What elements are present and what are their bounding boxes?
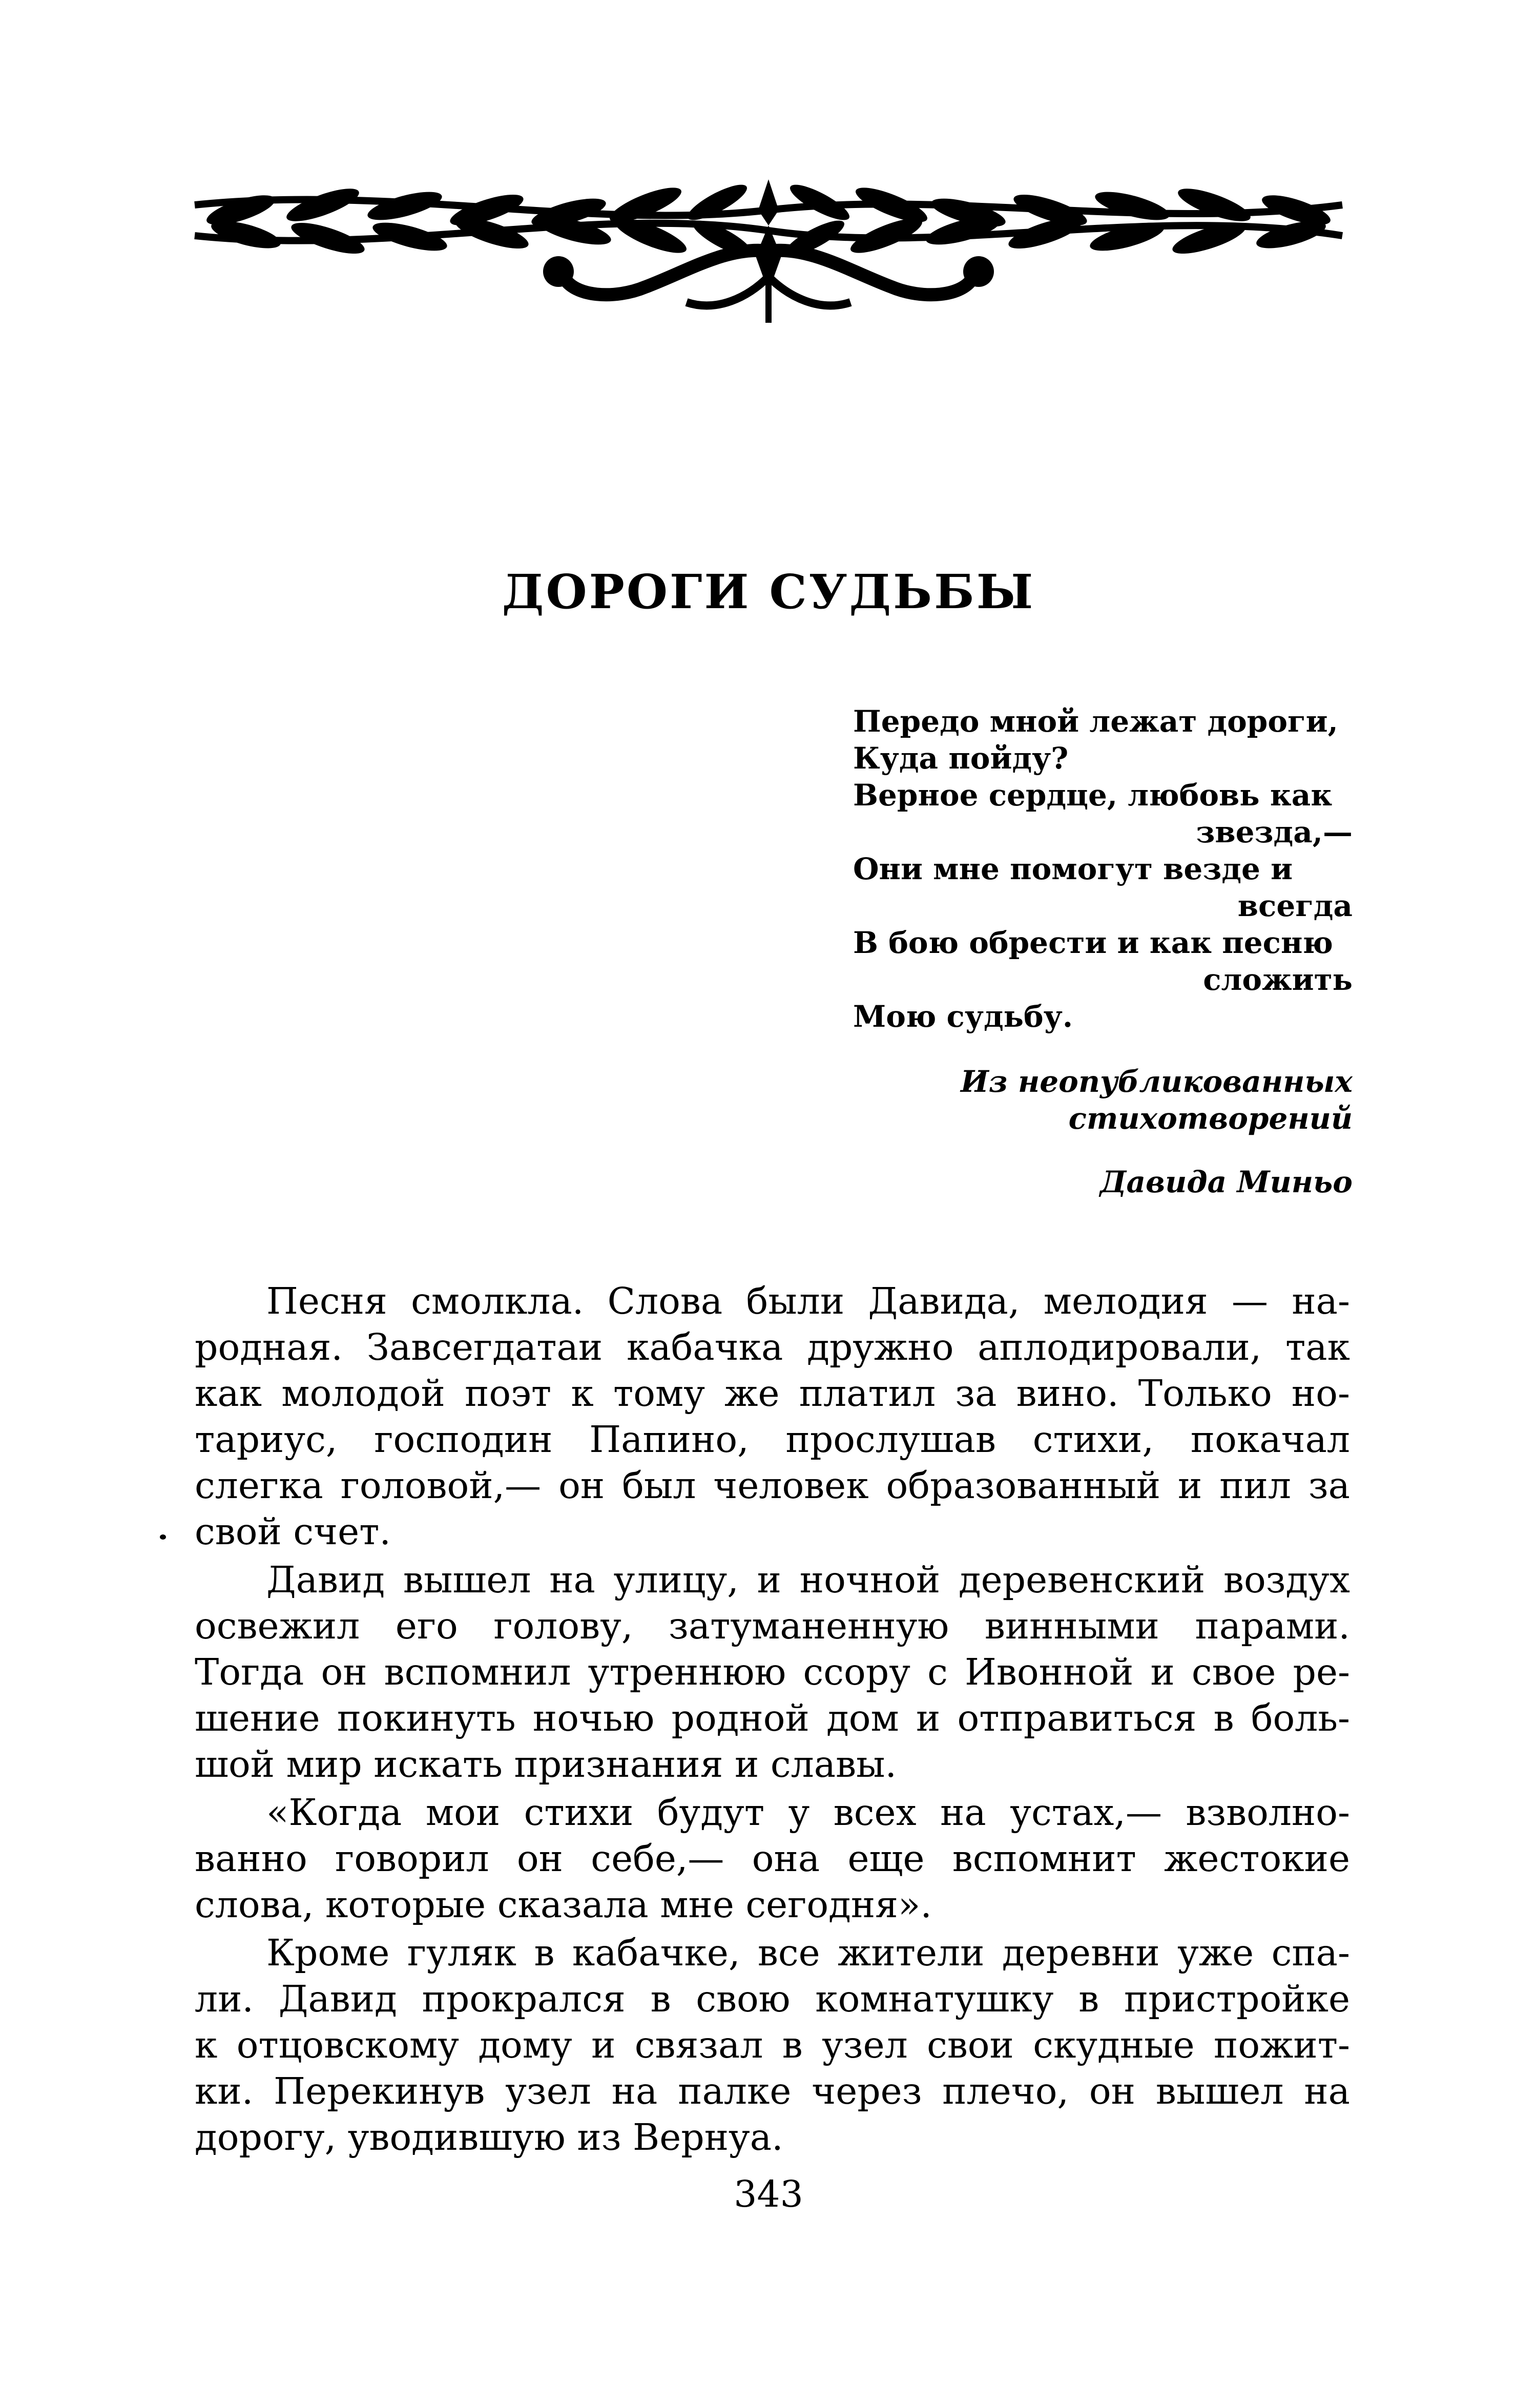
text-line: к отцовскому дому и связал в узел свои скудные пожит-: [195, 2024, 1350, 2066]
epigraph-line: звезда,—: [1196, 815, 1353, 849]
text-line: слегка головой,— он был человек образованный и пил за: [195, 1464, 1350, 1507]
text-line: Песня смолкла. Слова были Давида, мелодия — на-: [266, 1280, 1350, 1322]
epigraph-author: Давида Миньо: [1099, 1165, 1353, 1199]
text-line: «Когда мои стихи будут у всех на устах,— взволно-: [266, 1791, 1350, 1834]
text-line: Кроме гуляк в кабачке, все жители деревни уже спа-: [266, 1932, 1350, 1974]
epigraph-line: В бою обрести и как песню: [853, 925, 1333, 960]
text-line: ли. Давид прокрался в свою комнатушку в пристройке: [195, 1978, 1350, 2020]
print-speck: [160, 1534, 166, 1540]
page-number: 343: [734, 2173, 803, 2215]
text-line: тариус, господин Папино, прослушав стихи, покачал: [195, 1418, 1350, 1461]
epigraph: [853, 703, 1353, 1035]
epigraph-line: Передо мной лежат дороги,: [853, 704, 1338, 739]
text-line: свой счет.: [195, 1510, 391, 1553]
text-line: освежил его голову, затуманенную винными парами.: [195, 1605, 1350, 1647]
text-line: шение покинуть ночью родной дом и отправиться в боль-: [195, 1697, 1350, 1739]
epigraph-source-line-2: стихотворений: [1068, 1101, 1353, 1136]
chapter-title: ДОРОГИ СУДЬБЫ: [502, 564, 1035, 619]
body-text: [195, 1278, 1350, 2163]
epigraph-line: всегда: [1237, 888, 1353, 923]
paragraph: [195, 1790, 1350, 1928]
epigraph-line: сложить: [1203, 962, 1353, 997]
epigraph-source-line-1: Из неопубликованных: [960, 1064, 1353, 1099]
text-line: ки. Перекинув узел на палке через плечо, он вышел на: [195, 2070, 1350, 2112]
paragraph: [195, 1278, 1350, 1555]
laurel-ornament: [184, 174, 1353, 338]
text-line: Давид вышел на улицу, и ночной деревенский воздух: [266, 1559, 1350, 1601]
epigraph-line: Куда пойду?: [853, 741, 1069, 776]
text-line: ванно говорил он себе,— она еще вспомнит жестокие: [195, 1837, 1350, 1880]
text-line: как молодой поэт к тому же платил за вино. Только но-: [195, 1372, 1350, 1415]
epigraph-line: Верное сердце, любовь как: [853, 778, 1333, 813]
epigraph-attribution: [853, 1063, 1353, 1200]
text-line: шой мир искать признания и славы.: [195, 1743, 897, 1786]
text-line: Тогда он вспомнил утреннюю ссору с Ивонной и свое ре-: [195, 1651, 1350, 1693]
paragraph: [195, 1930, 1350, 2161]
paragraph: [195, 1557, 1350, 1788]
text-line: родная. Завсегдатаи кабачка дружно аплодировали, так: [195, 1326, 1350, 1368]
epigraph-line: Мою судьбу.: [853, 999, 1073, 1034]
text-line: слова, которые сказала мне сегодня».: [195, 1883, 932, 1926]
text-line: дорогу, уводившую из Вернуа.: [195, 2116, 783, 2158]
epigraph-line: Они мне помогут везде и: [853, 852, 1293, 886]
